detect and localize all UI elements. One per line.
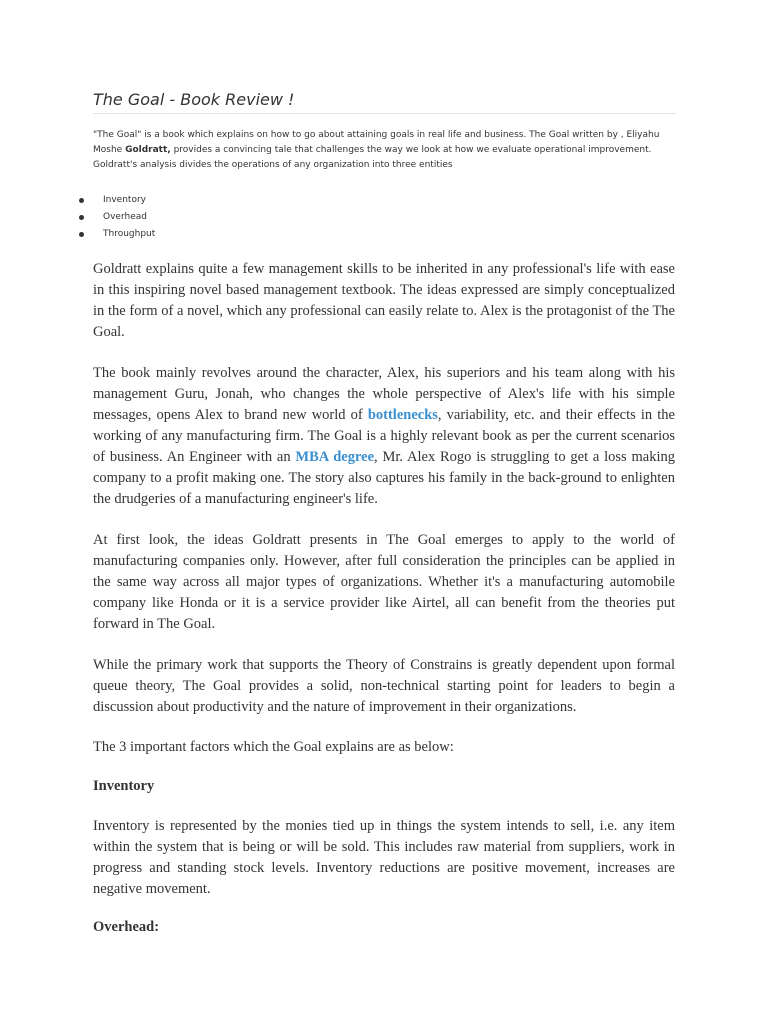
bottlenecks-link[interactable]: bottlenecks [367, 407, 438, 423]
intro-text-end: provides a convincing tale that challenges the way we look at how we evaluate operational improvement. Goldratt's analysis divides the operations of any organization into three entities [93, 145, 652, 170]
paragraph-text: , variability, etc. and their effects in the working of any manufacturing firm. The Goal is a highly relevant book as per the current scenarios of business. An Engineer with an [93, 407, 675, 465]
page-title: The Goal - Book Review ! [93, 90, 676, 114]
intro-paragraph [93, 128, 675, 173]
paragraph-inventory: Inventory is represented by the monies tied up in things the system intends to sell, i.e. any item within the system that is being or will be sold. This includes raw material from suppliers, work in progress and standing stock levels. Inventory reductions are positive movement, increases are negative movement. [93, 818, 675, 897]
paragraph-book-summary [93, 363, 675, 510]
intro-author-name: Goldratt, [125, 145, 171, 155]
list-item-label: Overhead [103, 212, 147, 222]
bullet-icon [79, 232, 84, 237]
heading-overhead: Overhead: [93, 919, 160, 935]
paragraph-text: The book mainly revolves around the character, Alex, his superiors and his team along with his management Guru, Jonah, who changes the whole perspective of Alex's life with his simple messages, opens Alex to brand new world of [93, 365, 675, 423]
paragraph-management-skills: Goldratt explains quite a few management skills to be inherited in any professional's life with ease in this inspiring novel based management textbook. The ideas expressed are simply conceptualized in the form of a novel, which any professional can easily relate to. Alex is the protagonist of the The Goal. [93, 261, 675, 340]
mba-degree-link[interactable]: MBA degree [295, 449, 375, 465]
paragraph-factors-intro: The 3 important factors which the Goal explains are as below: [93, 739, 454, 755]
list-item-label: Throughput [103, 229, 156, 239]
paragraph-text: , Mr. Alex Rogo is struggling to get a loss making company to a profit making one. The story also captures his family in the back-ground to enlighten the drudgeries of a manufacturing engineer's life. [93, 449, 675, 507]
bullet-icon [79, 215, 84, 220]
list-item [78, 209, 155, 226]
paragraph-first-look: At first look, the ideas Goldratt presents in The Goal emerges to apply to the world of manufacturing companies only. However, after full consideration the principles can be applied in the same way across all major types of organizations. Whether it's a manufacturing automobile company like Honda or it is a service provider like Airtel, all can benefit from the theories put forward in The Goal. [93, 532, 675, 632]
heading-inventory: Inventory [93, 778, 155, 794]
list-item [78, 192, 155, 209]
entity-list [78, 192, 155, 243]
bullet-icon [79, 198, 84, 203]
list-item-label: Inventory [103, 195, 146, 205]
list-item [78, 226, 155, 243]
intro-text-start: "The Goal" is a book which explains on how to go about attaining goals in real life and business. The Goal written by , Eliyahu Moshe [93, 130, 660, 155]
paragraph-theory-of-constraints: While the primary work that supports the Theory of Constrains is greatly dependent upon formal queue theory, The Goal provides a solid, non-technical starting point for leaders to begin a discussion about productivity and the nature of improvement in their organizations. [93, 657, 675, 715]
